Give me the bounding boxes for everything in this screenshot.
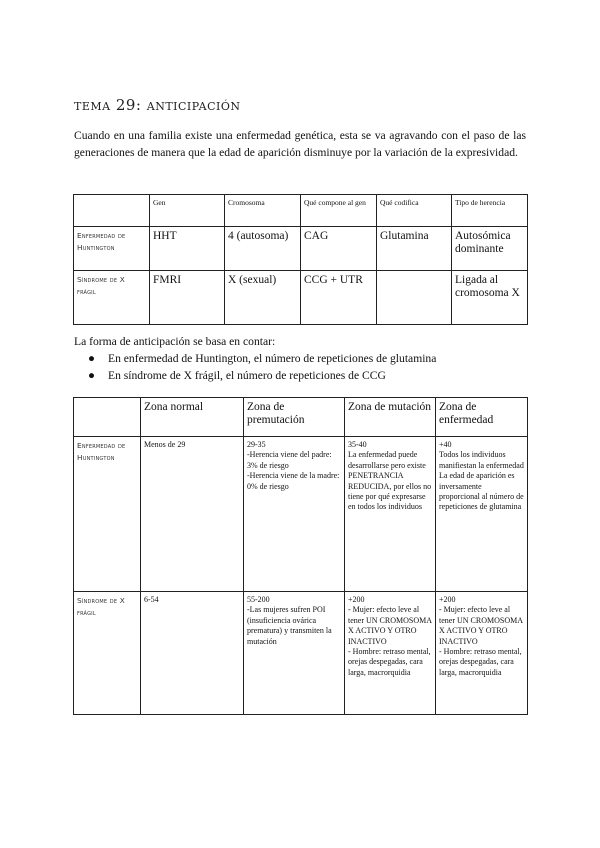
cell-line: 35-40 [348,440,367,449]
table-cell: CCG + UTR [301,271,377,325]
cell-line: +200 [348,595,365,604]
table-cell [436,592,528,715]
header-cell: Gen [150,195,225,227]
row-label: Síndrome de X frágil [77,275,126,296]
intro-paragraph: Cuando en una familia existe una enfermedad genética, esta se va agravando con el paso de las generaciones de manera que la edad de aparición disminuye por la variación de la expresividad. [74,129,526,159]
row-label-cell [74,227,150,271]
cell-line: 6-54 [144,595,159,604]
table-row [74,227,528,271]
list-intro: La forma de anticipación se basa en contar: [74,335,276,348]
table-cell [244,437,345,592]
header-cell: Zona normal [141,398,244,437]
table-cell: Glutamina [377,227,452,271]
cell-line: - Mujer: efecto leve al tener UN CROMOSOMA X ACTIVO Y OTRO INACTIVO [348,605,432,646]
cell-line: 29-35 [247,440,266,449]
table-cell: HHT [150,227,225,271]
header-cell [74,195,150,227]
table-cell: FMRI [150,271,225,325]
table-row [74,437,528,592]
header-cell: Tipo de herencia [452,195,528,227]
table-cell [141,592,244,715]
row-label: Síndrome de X frágil [77,596,126,617]
table-cell: CAG [301,227,377,271]
anticipation-zones-table [73,397,528,715]
table-cell [345,592,436,715]
list-item-text: En enfermedad de Huntington, el número de repeticiones de glutamina [108,352,437,365]
cell-line: Todos los individuos manifiestan la enfermedad [439,450,524,470]
header-cell: Qué codifica [377,195,452,227]
row-label-cell [74,592,141,715]
header-cell [74,398,141,437]
cell-line: 55-200 [247,595,270,604]
genetics-table [73,194,528,325]
list-item-text: En síndrome de X frágil, el número de repeticiones de CCG [108,369,386,382]
header-cell: Zona de mutación [345,398,436,437]
cell-line: -Herencia viene de la madre: 0% de riesgo [247,471,340,491]
page-title: tema 29: anticipación [74,96,241,114]
bullet-list [84,350,436,384]
bullet-icon: ● [88,369,96,382]
cell-line: La edad de aparición es inversamente proporcional al número de repeticiones de glutamina [439,471,524,512]
table-cell: Ligada al cromosoma X [452,271,528,325]
row-label-cell [74,437,141,592]
table-cell: Autosómica dominante [452,227,528,271]
cell-line: La enfermedad puede desarrollarse pero existe PENETRANCIA REDUCIDA, por ellos no tiene por qué expresarse en todos los individuos [348,450,432,512]
cell-line: - Hombre: retraso mental, orejas despegadas, cara larga, macrorquidia [439,647,522,677]
header-cell: Zona de premutación [244,398,345,437]
header-cell: Cromosoma [225,195,301,227]
cell-line: +40 [439,440,452,449]
bullet-icon: ● [88,352,96,365]
row-label: Enfermedad de Huntington [77,441,126,462]
list-item [84,367,436,384]
cell-line: Menos de 29 [144,440,186,449]
table-cell [244,592,345,715]
table-cell [436,437,528,592]
table-header-row [74,398,528,437]
cell-line: -Las mujeres sufren POI (insuficiencia ovárica prematura) y transmiten la mutación [247,605,332,646]
header-cell: Qué compone al gen [301,195,377,227]
cell-line: +200 [439,595,456,604]
row-label: Enfermedad de Huntington [77,231,126,252]
table-cell [141,437,244,592]
table-cell: X (sexual) [225,271,301,325]
table-cell [377,271,452,325]
cell-line: - Mujer: efecto leve al tener UN CROMOSOMA X ACTIVO Y OTRO INACTIVO [439,605,523,646]
table-header-row [74,195,528,227]
list-item [84,350,436,367]
header-cell: Zona de enfermedad [436,398,528,437]
table-row [74,271,528,325]
table-cell: 4 (autosoma) [225,227,301,271]
row-label-cell [74,271,150,325]
table-row [74,592,528,715]
table-cell [345,437,436,592]
cell-line: -Herencia viene del padre: 3% de riesgo [247,450,332,470]
cell-line: - Hombre: retraso mental, orejas despegadas, cara larga, macrorquidia [348,647,431,677]
